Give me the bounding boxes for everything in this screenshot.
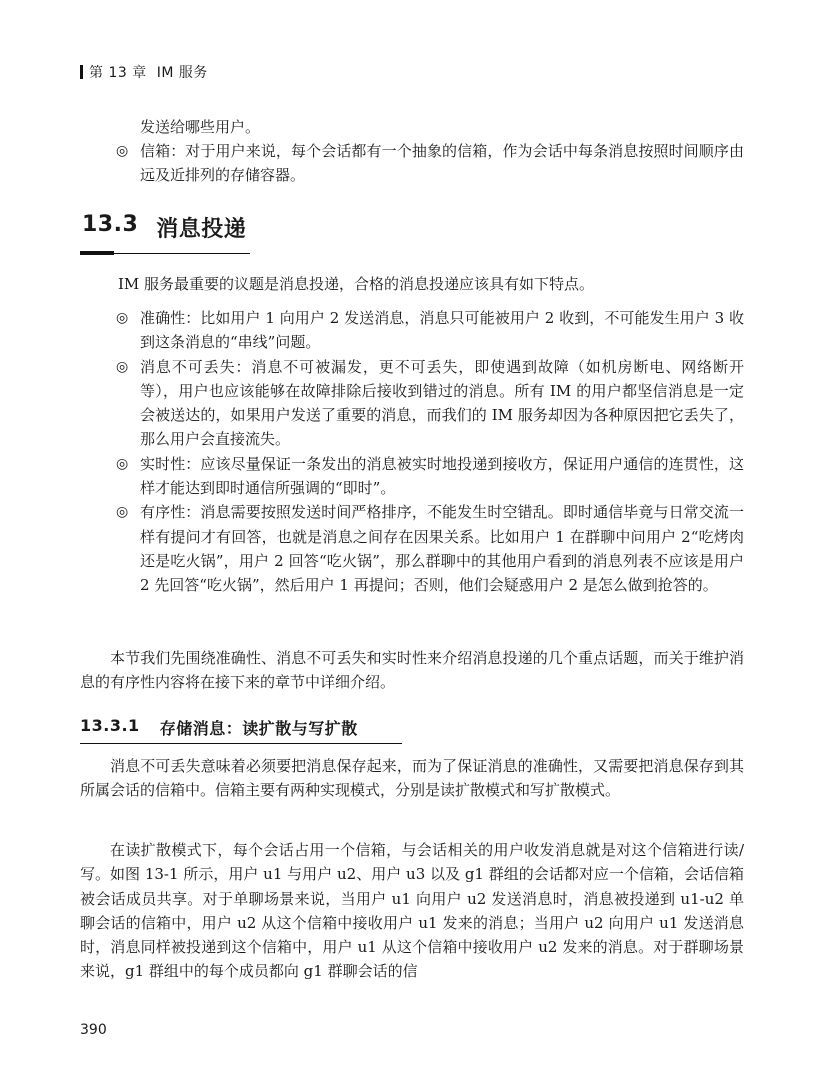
feature-item — [118, 355, 744, 452]
chapter-title: IM 服务 — [156, 65, 208, 81]
bullet-icon: ◎ — [116, 455, 129, 472]
section-title: 消息投递 — [156, 217, 247, 242]
mailbox-bullet-text: 信箱：对于用户来说，每个会话都有一个抽象的信箱，作为会话中每条消息按照时间顺序由远及近排列的存储容器。 — [140, 142, 744, 185]
feature-text: 实时性：应该尽量保证一条发出的消息被实时地投递到接收方，保证用户通信的连贯性，这样才能达到即时通信所强调的“即时”。 — [140, 454, 744, 498]
feature-text: 消息不可丢失：消息不可被漏发，更不可丢失，即使遇到故障（如机房断电、网络断开等），用户也应该能够在故障排除后接收到错过的消息。所有 IM 的用户都坚信消息是一定会被送达的，如果用户发送了重要的消息，而我们的 IM 服务却因为各种原因把它丢失了，那么用户会直接流失。 — [140, 357, 744, 449]
bullet-icon: ◎ — [116, 358, 129, 375]
intro-paragraph: IM 服务最重要的议题是消息投递，合格的消息投递应该具有如下特点。 — [118, 275, 595, 293]
header-bar — [80, 65, 83, 79]
subsection-title: 存储消息：读扩散与写扩散 — [159, 719, 358, 738]
mailbox-bullet — [118, 139, 744, 188]
bullet-icon: ◎ — [116, 504, 129, 521]
feature-text: 有序性：消息需要按照发送时间严格排序，不能发生时空错乱。即时通信毕竟与日常交流一样有提问才有回答，也就是消息之间存在因果关系。比如用户 1 在群聊中问用户 2“吃烤肉还是吃火锅”，用户 2 回答“吃火锅”，那么群聊中的其他用户看到的消息列表不应该是用户 2 先回答“吃火锅”，然后用户 1 再提问；否则，他们会疑惑用户 2 是怎么做到抢答的。 — [140, 503, 744, 595]
feature-list — [118, 306, 744, 598]
section-heading — [80, 212, 250, 255]
subsection-heading — [80, 716, 402, 744]
bullet-icon: ◎ — [116, 310, 129, 326]
bullet-icon: ◎ — [116, 143, 129, 159]
read-diffusion-paragraph: 在读扩散模式下，每个会话占用一个信箱，与会话相关的用户收发消息就是对这个信箱进行读/写。如图 13-1 所示，用户 u1 与用户 u2、用户 u3 以及 g1 群组的会话都对应一个信箱，会话信箱被会话成员共享。对于单聊场景来说，当用户 u1 向用户 u2 发送消息时，消息被投递到 u1-u2 单聊会话的信箱中，用户 u2 从这个信箱中接收用户 u1 发来的消息；当用户 u2 向用户 u1 发送消息时，消息同样被投递到这个信箱中，用户 u1 从这个信箱中接收用户 u2 发来的消息。对于群聊场景来说，g1 群组中的每个成员都向 g1 群聊会话的信 — [80, 841, 744, 981]
feature-item — [118, 500, 744, 597]
page-number: 390 — [80, 1022, 107, 1038]
feature-item — [118, 306, 744, 355]
running-header — [80, 62, 208, 82]
summary-paragraph: 本节我们先围绕准确性、消息不可丢失和实时性来介绍消息投递的几个重点话题，而关于维护消息的有序性内容将在接下来的章节中详细介绍。 — [80, 649, 744, 692]
storage-paragraph: 消息不可丢失意味着必须要把消息保存起来，而为了保证消息的准确性，又需要把消息保存到其所属会话的信箱中。信箱主要有两种实现模式，分别是读扩散模式和写扩散模式。 — [80, 757, 744, 800]
section-number: 13.3 — [82, 212, 139, 237]
chapter-label: 第 13 章 — [89, 65, 147, 81]
feature-text: 准确性：比如用户 1 向用户 2 发送消息，消息只可能被用户 2 收到，不可能发生用户 3 收到这条消息的“串线”问题。 — [140, 309, 744, 352]
feature-item — [118, 452, 744, 501]
top-continuation: 发送给哪些用户。 — [140, 118, 261, 136]
section-rule — [80, 251, 250, 255]
subsection-number: 13.3.1 — [80, 716, 140, 735]
